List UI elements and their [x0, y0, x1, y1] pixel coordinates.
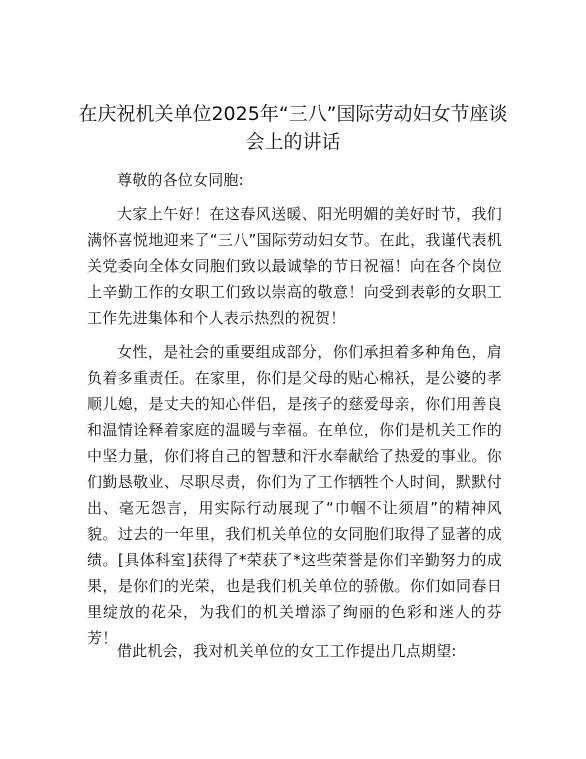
paragraph-women-roles: 女性，是社会的重要组成部分，你们承担着多种角色，肩负着多重责任。在家里，你们是父母的贴心棉袄，是公婆的孝顺儿媳，是丈夫的知心伴侣，是孩子的慈爱母亲，你们用善良和温情诠释着家庭的温暖与幸福。在单位，你们是机关工作的中坚力量，你们将自己的智慧和汗水奉献给了热爱的事业。你们勤恳敬业、尽职尽责，你们为了工作牺牲个人时间，默默付出、毫无怨言，用实际行动展现了“巾帼不让须眉”的精神风貌。过去的一年里，我们机关单位的女同胞们取得了显著的成绩。[具体科室]获得了*荣获了*这些荣誉是你们辛勤努力的成果，是你们的光荣，也是我们机关单位的骄傲。你们如同春日里绽放的花朵，为我们的机关增添了绚丽的色彩和迷人的芬芳！ [87, 343, 502, 647]
paragraph-greeting: 大家上午好！在这春风送暖、阳光明媚的美好时节，我们满怀喜悦地迎来了“三八”国际劳动妇女节。在此，我谨代表机关党委向全体女同胞们致以最诚挚的节日祝福！向在各个岗位上辛勤工作的女职工们致以崇高的敬意！向受到表彰的女职工工作先进集体和个人表示热烈的祝贺！ [87, 205, 502, 327]
salutation: 尊敬的各位女同胞: [117, 171, 244, 189]
paragraph-expectations: 借此机会，我对机关单位的女工工作提出几点期望: [117, 642, 457, 660]
document-title: 在庆祝机关单位2025年“三八”国际劳动妇女节座谈会上的讲话 [78, 103, 508, 153]
